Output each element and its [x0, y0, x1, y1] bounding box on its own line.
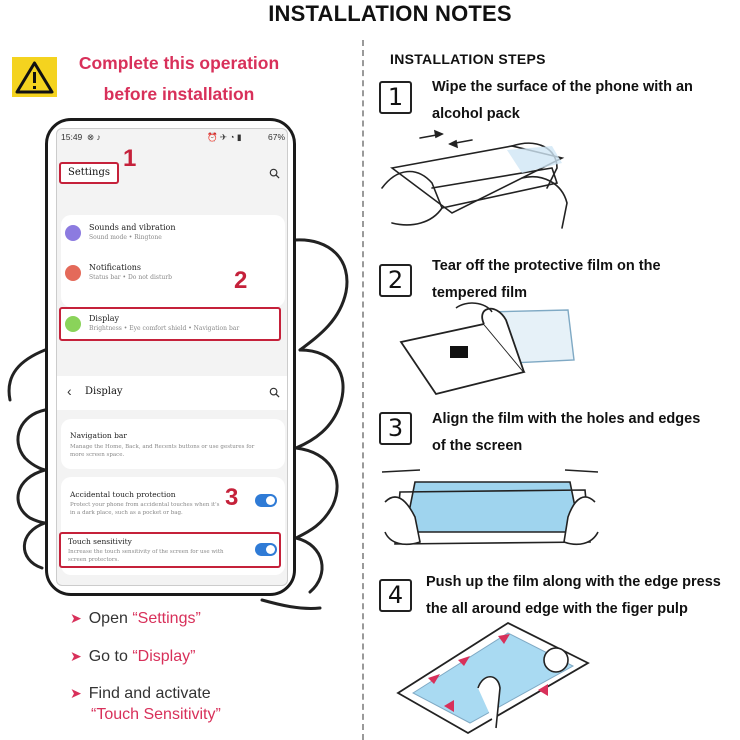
press-edges-illustration: [388, 618, 598, 736]
warning-line-1: Complete this operation: [78, 53, 280, 73]
center-divider: [362, 40, 364, 740]
warning-box: [12, 57, 57, 97]
menu-item-subtitle: Sound mode • Ringtone: [89, 234, 162, 241]
status-icons-right: ⏰ ✈ ◔ ▮: [207, 132, 242, 142]
step-line: Push up the film along with the edge press: [426, 574, 721, 590]
bell-icon: [65, 265, 81, 281]
menu-item-subtitle: Status bar • Do not disturb: [89, 274, 172, 281]
step-line: Align the film with the holes and edges: [432, 411, 701, 427]
arrow-icon: ➤: [70, 610, 82, 626]
search-icon[interactable]: [269, 168, 280, 179]
warning-line-2: before installation: [103, 84, 255, 104]
step-marker-3: 3: [225, 484, 239, 511]
phone-screen: [56, 128, 288, 586]
menu-item-title: Display: [89, 314, 120, 323]
steps-heading: INSTALLATION STEPS: [390, 51, 546, 67]
step-line: alcohol pack: [432, 106, 520, 122]
bullet-text: Open: [88, 610, 133, 627]
navigation-bar-card[interactable]: [61, 419, 285, 469]
accidental-touch-toggle[interactable]: [255, 494, 277, 507]
bullet-highlight: “Display”: [132, 648, 196, 665]
step-line: Tear off the protective film on the: [432, 258, 661, 274]
speaker-icon: [65, 225, 81, 241]
touch-sensitivity-row[interactable]: [59, 532, 281, 568]
display-header: [57, 376, 288, 410]
touch-sensitivity-subtitle: Increase the touch sensitivity of the screen for use with screen protectors.: [68, 549, 224, 563]
sun-icon: [65, 316, 81, 332]
step-number-4: 4: [379, 579, 412, 612]
status-bar: [61, 132, 285, 146]
nav-bar-subtitle: Manage the Home, Back, and Recents buttons or use gestures for more screen space.: [70, 444, 255, 458]
bullet-text: Go to: [88, 648, 133, 665]
display-title: Display: [85, 386, 123, 397]
settings-title[interactable]: Settings: [59, 162, 119, 184]
menu-item-subtitle: Brightness • Eye comfort shield • Navigation bar: [89, 325, 240, 332]
nav-bar-title: Navigation bar: [70, 431, 127, 440]
search-icon[interactable]: [269, 387, 280, 398]
step-number-1: 1: [379, 81, 412, 114]
step-1-text: [432, 74, 693, 128]
touch-settings-card: [61, 477, 285, 575]
step-line: the all around edge with the figer pulp: [426, 601, 688, 617]
arrow-icon: ➤: [70, 648, 82, 664]
step-line: of the screen: [432, 438, 523, 454]
tear-film-illustration: [396, 302, 586, 397]
menu-item-sounds[interactable]: [61, 217, 285, 255]
step-3-text: [432, 406, 700, 460]
bullet-go-to-display: [70, 648, 195, 666]
wipe-phone-illustration: [372, 128, 592, 246]
step-line: tempered film: [432, 285, 528, 301]
menu-item-display[interactable]: [59, 307, 281, 341]
menu-item-title: Notifications: [89, 263, 142, 272]
arrow-icon: ➤: [70, 685, 82, 701]
warning-triangle-icon: [12, 57, 57, 97]
bullet-highlight: “Touch Sensitivity”: [91, 706, 221, 723]
warning-heading: [66, 48, 292, 110]
step-marker-1: 1: [123, 145, 137, 172]
battery-percent: 67%: [267, 132, 285, 142]
touch-sensitivity-toggle[interactable]: [255, 543, 277, 556]
bullet-activate-touch: [70, 685, 211, 703]
accidental-touch-subtitle: Protect your phone from accidental touches when it's in a dark place, such as a pocket or bag.: [70, 502, 220, 516]
touch-sensitivity-title: Touch sensitivity: [68, 537, 132, 546]
step-2-text: [432, 253, 661, 307]
status-time: 15:49: [61, 132, 83, 142]
align-film-illustration: [380, 462, 600, 554]
status-icons-left: ⊗ ♪: [87, 132, 101, 142]
settings-list-card: [61, 215, 285, 307]
accidental-touch-title: Accidental touch protection: [70, 490, 176, 499]
menu-item-title: Sounds and vibration: [89, 223, 176, 232]
step-number-3: 3: [379, 412, 412, 445]
page-title: INSTALLATION NOTES: [268, 1, 512, 26]
step-4-text: [426, 569, 721, 623]
bullet-open-settings: [70, 610, 201, 628]
bullet-highlight: “Settings”: [132, 610, 201, 627]
step-number-2: 2: [379, 264, 412, 297]
menu-item-notifications[interactable]: [61, 257, 285, 295]
step-marker-2: 2: [234, 267, 248, 294]
bullet-text: Find and activate: [88, 685, 211, 702]
back-icon[interactable]: ‹: [67, 383, 72, 399]
step-line: Wipe the surface of the phone with an: [432, 79, 693, 95]
